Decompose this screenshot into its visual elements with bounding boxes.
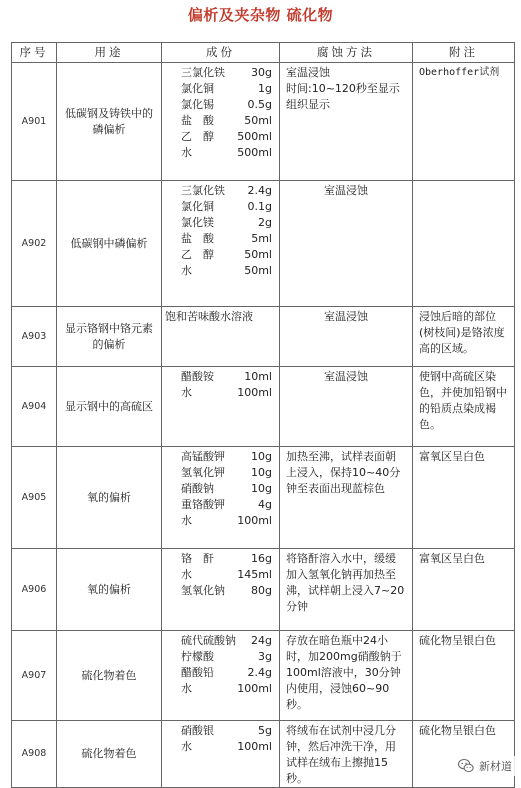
composition-item [165,183,276,199]
component-amount: 10ml [244,370,272,383]
component-amount: 10g [251,466,272,479]
component-name: 硫代硫酸钠 [181,634,236,647]
component-name: 水 [181,568,192,581]
cell-method: 加热至沸，试样表面朝上浸入，保持10~40分钟至表面出现蓝棕色 [280,447,413,549]
cell-use: 低碳钢中磷偏析 [57,181,162,307]
component-amount: 24g [251,634,272,647]
component-name: 氢氧化钾 [181,466,225,479]
cell-composition [162,447,280,549]
component-amount: 10g [251,482,272,495]
composition-item [165,385,276,401]
composition-item [165,513,276,529]
cell-code: A902 [12,181,57,307]
component-amount: 5g [258,724,272,737]
composition-item [165,231,276,247]
component-name: 硝酸钠 [181,482,214,495]
component-name: 高锰酸钾 [181,450,225,463]
cell-code: A908 [12,721,57,788]
composition-item [165,681,276,697]
component-name: 氯化铜 [181,200,214,213]
component-amount: 500ml [237,130,272,143]
component-name: 氯化镁 [181,216,214,229]
component-amount: 80g [251,584,272,597]
composition-item [165,369,276,385]
cell-composition [162,63,280,181]
component-name: 水 [181,514,192,527]
cell-note: 使钢中高硫区染色，并使加铅钢中的铅质点染成褐色。 [413,367,515,447]
cell-use: 氧的偏析 [57,447,162,549]
table-row [12,549,515,631]
component-amount: 2.4g [247,184,272,197]
cell-note: 硫化物呈银白色 [413,721,515,788]
cell-composition [162,721,280,788]
composition-item [165,497,276,513]
component-amount: 10g [251,450,272,463]
table-header-row [12,43,515,63]
cell-use: 硫化物着色 [57,721,162,788]
component-amount: 0.1g [247,200,272,213]
component-name: 乙 醇 [181,130,214,143]
component-name: 重铬酸钾 [181,498,225,511]
component-amount: 16g [251,552,272,565]
component-name: 水 [181,740,192,753]
component-amount: 3g [258,650,272,663]
component-amount: 30g [251,66,272,79]
cell-composition [162,307,280,367]
cell-composition [162,181,280,307]
component-name: 铬 酐 [181,552,214,565]
wechat-icon [457,757,475,775]
cell-note: 富氧区呈白色 [413,549,515,631]
component-name: 乙 醇 [181,248,214,261]
composition-item [165,465,276,481]
component-amount: 0.5g [247,98,272,111]
component-amount: 500ml [237,146,272,159]
cell-code: A901 [12,63,57,181]
cell-note: 硫化物呈银白色 [413,631,515,721]
composition-item [165,449,276,465]
table-row [12,447,515,549]
composition-item [165,633,276,649]
composition-item [165,129,276,145]
composition-item [165,263,276,279]
header-note: 附注 [413,43,515,63]
cell-note: 富氧区呈白色 [413,447,515,549]
component-amount: 100ml [237,740,272,753]
component-name: 盐 酸 [181,232,214,245]
component-amount: 4g [258,498,272,511]
table-row [12,181,515,307]
cell-use: 显示铬钢中铬元素的偏析 [57,307,162,367]
component-amount: 100ml [237,682,272,695]
component-name: 水 [181,682,192,695]
composition-item [165,215,276,231]
component-name: 柠檬酸 [181,650,214,663]
component-amount: 5ml [251,232,272,245]
component-name: 水 [181,264,192,277]
composition-item [165,309,276,325]
composition-item [165,583,276,599]
composition-item [165,567,276,583]
cell-use: 低碳钢及铸铁中的磷偏析 [57,63,162,181]
cell-use: 硫化物着色 [57,631,162,721]
component-amount: 50ml [244,114,272,127]
component-amount: 50ml [244,264,272,277]
header-method: 腐蚀方法 [280,43,413,63]
component-amount: 2.4g [247,666,272,679]
cell-composition [162,367,280,447]
cell-code: A905 [12,447,57,549]
cell-code: A906 [12,549,57,631]
table-row [12,63,515,181]
component-name: 醋酸铅 [181,666,214,679]
component-amount: 1g [258,82,272,95]
component-amount: 2g [258,216,272,229]
cell-method: 室温浸蚀 [280,181,413,307]
page-title: 偏析及夹杂物 硫化物 [187,6,334,24]
composition-item [165,113,276,129]
reagent-table [11,42,515,788]
table-row [12,721,515,788]
cell-composition [162,631,280,721]
cell-code: A907 [12,631,57,721]
component-name: 盐 酸 [181,114,214,127]
composition-item [165,81,276,97]
component-amount: 145ml [237,568,272,581]
table-row [12,631,515,721]
component-amount: 100ml [237,514,272,527]
cell-method: 室温浸蚀 时间:10~120秒至显示组织显示 [280,63,413,181]
cell-use: 氧的偏析 [57,549,162,631]
composition-item [165,723,276,739]
cell-note [413,181,515,307]
component-name: 饱和苦味酸水溶液 [165,310,253,323]
component-name: 硝酸银 [181,724,214,737]
header-code: 序号 [12,43,57,63]
header-composition: 成份 [162,43,280,63]
composition-item [165,739,276,755]
composition-item [165,481,276,497]
cell-use: 显示钢中的高硫区 [57,367,162,447]
cell-method: 将绒布在试剂中浸几分钟，然后冲洗干净，用试样在绒布上擦抛15秒。 [280,721,413,788]
cell-method: 室温浸蚀 [280,367,413,447]
cell-method: 将铬酐溶入水中，缓缓加入氢氧化钠再加热至沸，试样朝上浸入7~20分钟 [280,549,413,631]
cell-note: 浸蚀后暗的部位(树枝间)是铬浓度高的区域。 [413,307,515,367]
composition-item [165,97,276,113]
cell-composition [162,549,280,631]
component-name: 三氯化铁 [181,66,225,79]
component-amount: 50ml [244,248,272,261]
component-name: 氯化锡 [181,98,214,111]
cell-method: 存放在暗色瓶中24小时，加200mg硝酸钠于100ml溶液中，30分钟内使用，浸蚀60~90秒。 [280,631,413,721]
component-name: 水 [181,146,192,159]
composition-item [165,199,276,215]
component-name: 醋酸铵 [181,370,214,383]
composition-item [165,665,276,681]
composition-item [165,145,276,161]
table-row [12,307,515,367]
composition-item [165,65,276,81]
component-name: 氯化铜 [181,82,214,95]
watermark [454,756,515,776]
table-row [12,367,515,447]
cell-method: 室温浸蚀 [280,307,413,367]
header-use: 用途 [57,43,162,63]
component-name: 三氯化铁 [181,184,225,197]
watermark-text: 新材道 [479,760,512,773]
cell-note: Oberhoffer试剂 [413,63,515,181]
composition-item [165,649,276,665]
component-name: 氢氧化钠 [181,584,225,597]
composition-item [165,551,276,567]
component-name: 水 [181,386,192,399]
cell-code: A904 [12,367,57,447]
component-amount: 100ml [237,386,272,399]
cell-code: A903 [12,307,57,367]
composition-item [165,247,276,263]
